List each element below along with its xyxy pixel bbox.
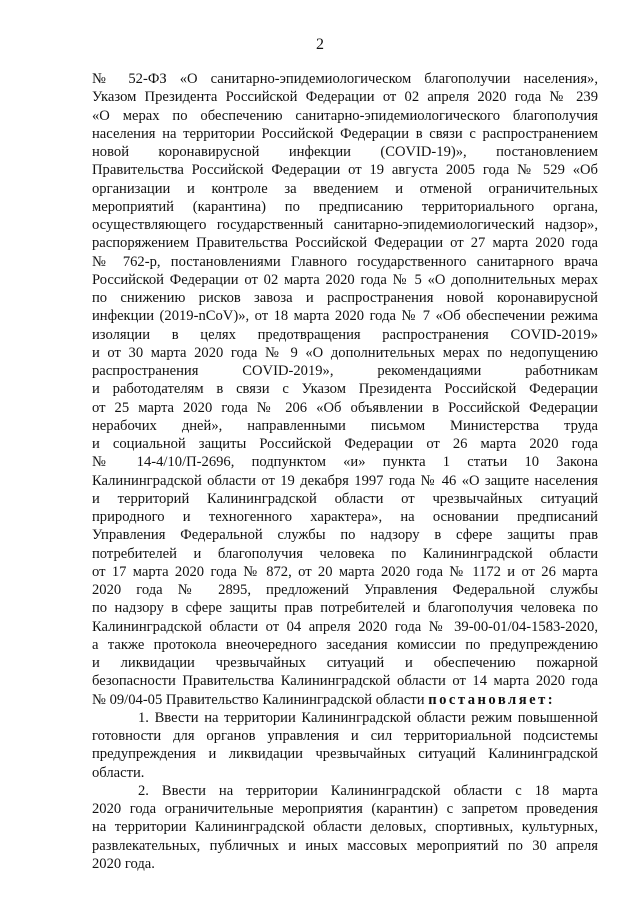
text-line: и социальной защиты Российской Федерации от 26 марта 2020 года xyxy=(92,436,598,452)
text-line: предупреждения и ликвидации чрезвычайных ситуаций Калининградской xyxy=(92,746,598,763)
decree-item-1 xyxy=(92,709,598,782)
text-line: и от 30 марта 2020 года № 9 «О дополнительных мерах по недопущению xyxy=(92,344,598,361)
text-line: № 52-ФЗ «О санитарно-эпидемиологическом благополучии населения», xyxy=(92,71,598,87)
text-line: безопасности Правительства Калининградской области от 14 марта 2020 года xyxy=(92,673,598,690)
text-line: 2020 года ограничительные мероприятия (карантин) с запретом проведения xyxy=(92,801,598,817)
decree-item-2 xyxy=(92,782,598,873)
text-line: по снижению рисков завоза и распространения новой коронавирусной xyxy=(92,290,598,306)
text-line: Правительства Российской Федерации от 19 августа 2005 года № 529 «Об xyxy=(92,162,598,179)
text-line: по надзору в сфере защиты прав потребителей и благополучия человека по xyxy=(92,600,598,617)
text-line: и работодателям в связи с Указом Президента Российской Федерации xyxy=(92,381,598,398)
text-line: природного и техногенного характера», на основании предписаний xyxy=(92,509,598,525)
decree-line-prefix: № 09/04-05 Правительство Калининградской области xyxy=(92,691,429,708)
text-line: области. xyxy=(92,764,145,781)
text-line: и территорий Калининградской области от чрезвычайных ситуаций xyxy=(92,490,598,507)
text-line: № 14-4/10/П-2696, подпунктом «и» пункта 1 статьи 10 Закона xyxy=(92,454,598,471)
page-number: 2 xyxy=(316,36,324,53)
text-line: распоряжением Правительства Российской Федерации от 27 марта 2020 года xyxy=(92,235,598,252)
text-line: осуществляющего государственный санитарно-эпидемиологический надзор», xyxy=(92,217,598,233)
decree-line xyxy=(92,691,598,709)
text-line: 2020 года. xyxy=(92,855,155,872)
text-line: мероприятий (карантина) по предписанию территориального органа, xyxy=(92,198,598,215)
text-line: распространения COVID-2019», рекомендациями работникам xyxy=(92,363,598,379)
text-line: Указом Президента Российской Федерации от 02 апреля 2020 года № 239 xyxy=(92,89,598,106)
text-line: от 17 марта 2020 года № 872, от 20 марта 2020 года № 1172 и от 26 марта xyxy=(92,563,598,580)
text-line: населения на территории Российской Федерации в связи с распространением xyxy=(92,125,598,142)
text-line: новой коронавирусной инфекции (COVID-19)», постановлением xyxy=(92,144,598,160)
text-line: готовности для органов управления и сил территориальной подсистемы xyxy=(92,728,598,744)
resolves-word: постановляет: xyxy=(428,691,556,708)
text-line: инфекции (2019-nCoV)», от 18 марта 2020 года № 7 «Об обеспечении режима xyxy=(92,308,598,325)
text-line: нерабочих дней», направленными письмом Министерства труда xyxy=(92,417,598,434)
text-line: а также протокола внеочередного заседания комиссии по предупреждению xyxy=(92,636,598,653)
text-line: изоляции в целях предотвращения распространения COVID-2019» xyxy=(92,326,598,343)
text-line: «О мерах по обеспечению санитарно-эпидемиологического благополучия xyxy=(92,107,598,124)
text-line: Российской Федерации от 02 марта 2020 года № 5 «О дополнительных мерах xyxy=(92,271,598,288)
text-line: потребителей и благополучия человека по Калининградской области xyxy=(92,545,598,562)
text-line: 1. Ввести на территории Калининградской области режим повышенной xyxy=(138,709,598,726)
text-line: на территории Калининградской области деловых, спортивных, культурных, xyxy=(92,819,598,836)
text-line: Управления Федеральной службы по надзору в сфере защиты прав xyxy=(92,527,598,544)
preamble-paragraph xyxy=(92,70,598,691)
text-line: 2020 года № 2895, предложений Управления Федеральной службы xyxy=(92,582,598,598)
document-body xyxy=(92,70,598,873)
text-line: организации и контроле за введением и отменой ограничительных xyxy=(92,180,598,197)
text-line: развлекательных, публичных и иных массовых мероприятий по 30 апреля xyxy=(92,837,598,854)
text-line: Калининградской области от 04 апреля 2020 года № 39-00-01/04-1583-2020, xyxy=(92,618,598,635)
text-line: от 25 марта 2020 года № 206 «Об объявлении в Российской Федерации xyxy=(92,399,598,416)
decree-items xyxy=(92,709,598,873)
text-line: № 762-р, постановлениями Главного государственного санитарного врача xyxy=(92,253,598,270)
text-line: Калининградской области от 19 декабря 1997 года № 46 «О защите населения xyxy=(92,472,598,489)
text-line: и ликвидации чрезвычайных ситуаций и обеспечению пожарной xyxy=(92,655,598,671)
text-line: 2. Ввести на территории Калининградской области с 18 марта xyxy=(138,782,598,799)
